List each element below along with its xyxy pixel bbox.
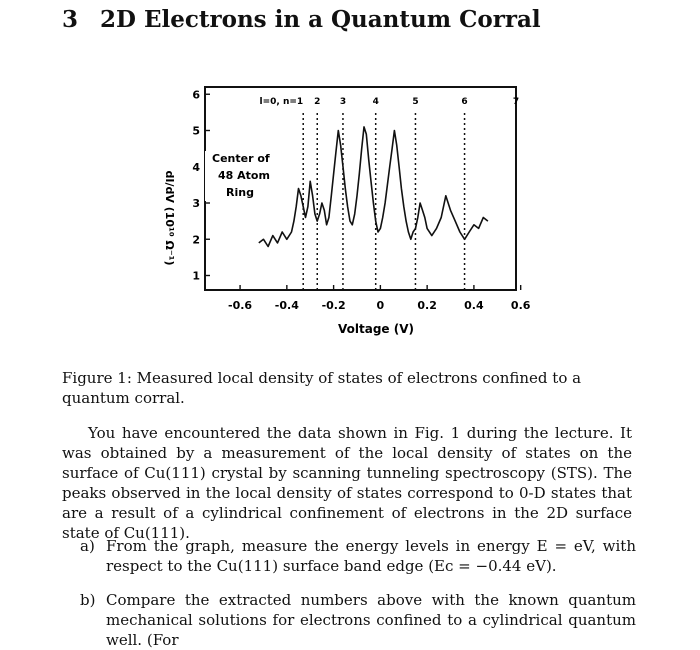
x-tick-label: 0.4: [464, 299, 484, 312]
figure-caption: Figure 1: Measured local density of states of electrons confined to a quantum corral.: [62, 369, 582, 407]
center-annotation: [205, 151, 271, 201]
section-title: 2D Electrons in a Quantum Corral: [100, 6, 541, 33]
annotation-line-3: Ring: [226, 186, 254, 199]
y-axis-label: dI/dV (10¹⁰ Ω⁻¹): [163, 170, 176, 266]
y-tick-label: 4: [192, 160, 200, 174]
section-heading: [62, 6, 541, 33]
x-axis-label: Voltage (V): [338, 322, 414, 336]
y-tick-label: 1: [192, 269, 200, 283]
x-tick-label: 0: [376, 299, 385, 312]
state-label-n4: 4: [372, 97, 379, 107]
body-paragraph: You have encountered the data shown in Fig. 1 during the lecture. It was obtained by a measurement of the local density of states on the surface of Cu(111) crystal by scanning tunneling spectroscopy (STS). The peaks observed in the local density of states correspond to 0-D states that are a result of a cylindrical confinement of electrons in the 2D surface state of Cu(111).: [62, 424, 632, 542]
state-label-n3: 3: [339, 97, 347, 107]
state-label-n6: 6: [461, 97, 468, 107]
y-tick-label: 6: [192, 88, 200, 102]
series-line-dIdV: [259, 127, 488, 247]
x-tick-label: 0.2: [417, 299, 437, 312]
state-label-n5: 5: [412, 97, 419, 107]
state-label-n1: l=0, n=1: [259, 97, 304, 107]
x-tick-label: -0.4: [274, 299, 299, 312]
question-a-label: a): [80, 537, 95, 555]
y-tick-label: 5: [192, 124, 200, 138]
state-label-n7: 7: [512, 97, 520, 107]
question-b-label: b): [80, 591, 96, 609]
x-tick-label: 0.6: [510, 299, 531, 312]
y-tick-label: 3: [192, 197, 200, 210]
section-number: 3: [62, 6, 79, 33]
x-tick-label: -0.6: [228, 299, 253, 312]
question-a-text: From the graph, measure the energy levels in energy E = eV, with respect to the Cu(111) surface band edge (Eᴄ = −0.44 eV).: [106, 537, 636, 575]
figure-ldos-chart: [150, 75, 540, 350]
y-tick-label: 2: [192, 233, 200, 247]
question-b-text: Compare the extracted numbers above with the known quantum mechanical solutions for electrons confined to a cylindrical quantum well. (For: [106, 591, 636, 649]
annotation-line-1: Center of: [212, 152, 270, 165]
x-tick-label: -0.2: [321, 299, 346, 312]
state-label-n2: 2: [314, 97, 321, 107]
ldos-chart: [150, 75, 540, 350]
annotation-line-2: 48 Atom: [218, 169, 270, 182]
